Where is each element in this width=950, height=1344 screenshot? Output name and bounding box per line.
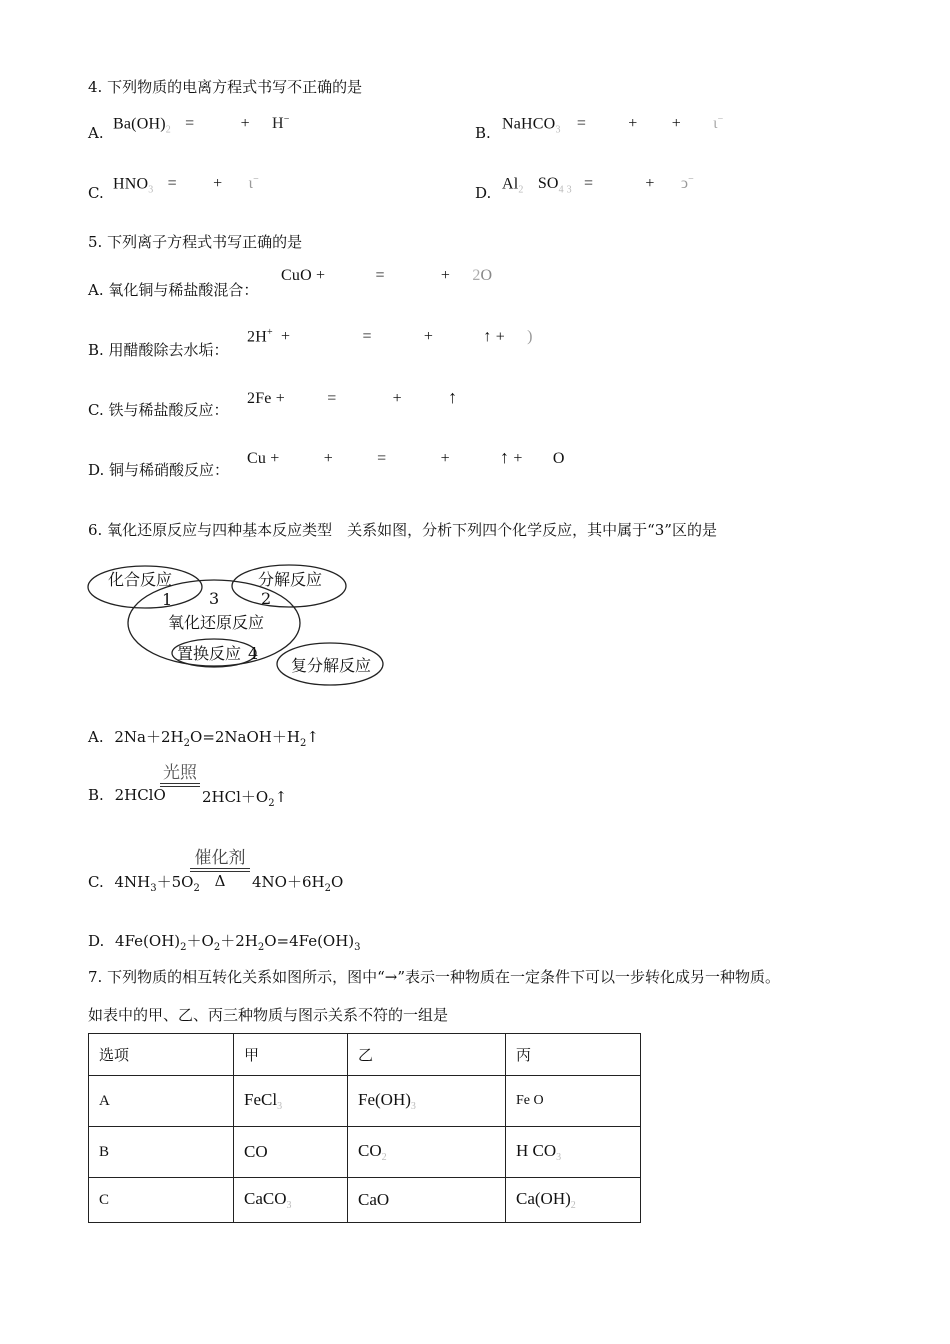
cell-bing: H $CO_3$ xyxy=(506,1127,641,1178)
q6-option-b: B. 2HClO xyxy=(88,786,166,804)
cell-option: A xyxy=(89,1076,234,1127)
q7-options-table xyxy=(88,1033,641,1223)
q6-option-d: D. $4Fe(OH)_2+O_2+2H_2O=4Fe(OH)_3$ xyxy=(88,932,361,953)
header-option: 选项 xyxy=(89,1034,234,1076)
cell-yi: CaO xyxy=(348,1178,506,1223)
cell-option: B xyxy=(89,1127,234,1178)
region-3: 3 xyxy=(209,589,220,608)
q4-option-a-label: A. xyxy=(88,124,104,142)
decomposition-label: 分解反应 xyxy=(258,570,323,589)
cell-bing: $Ca(OH)_2$ xyxy=(506,1178,641,1223)
q5-option-a-equation: CuO + = + 2O xyxy=(281,267,493,284)
q6-option-c-right: $4NO+6H_2O$ xyxy=(252,873,344,894)
cell-jia: CaCO$_3$ xyxy=(234,1178,348,1223)
cell-yi: $Fe(OH)_3$ xyxy=(348,1076,506,1127)
q5-option-c-text: C. 铁与稀盐酸反应： xyxy=(88,401,229,419)
q4-option-c-label: C. xyxy=(88,184,104,202)
cell-yi: $CO_2$ xyxy=(348,1127,506,1178)
header-yi: 乙 xyxy=(348,1034,506,1076)
q6-option-a: A. $2Na+2H_2O=2NaOH+H_2↑$ xyxy=(88,728,319,749)
q5-option-b-equation: 2H+ + = + ↑ + ) xyxy=(247,327,533,346)
header-jia: 甲 xyxy=(234,1034,348,1076)
q5-option-b-text: B. 用醋酸除去水垢： xyxy=(88,341,229,359)
reaction-type-diagram xyxy=(86,558,386,688)
combination-label: 化合反应 xyxy=(108,570,173,589)
q6-option-b-right: $2HCl+O_2↑$ xyxy=(202,788,288,809)
displacement-label: 置换反应 xyxy=(177,644,242,663)
q5-option-c-equation: 2Fe + = + ↑ xyxy=(247,387,458,407)
table-row xyxy=(89,1127,641,1178)
table-row xyxy=(89,1076,641,1127)
cell-jia: FeCl$_3$ xyxy=(234,1076,348,1127)
table-row xyxy=(89,1178,641,1223)
q4-stem: 4. 下列物质的电离方程式书写不正确的是 xyxy=(88,78,363,96)
cell-option: C xyxy=(89,1178,234,1223)
q6-option-c: C. $4NH_3+5O_2$ xyxy=(88,873,200,894)
q5-option-a-text: A. 氧化铜与稀盐酸混合： xyxy=(88,281,259,299)
region-2: 2 xyxy=(261,589,272,608)
q6-stem: 6. 氧化还原反应与四种基本反应类型 关系如图，分析下列四个化学反应，其中属于“3”区的是 xyxy=(88,521,717,539)
q7-stem-line2: 如表中的甲、乙、丙三种物质与图示关系不符的一组是 xyxy=(88,1006,449,1024)
q5-option-d-text: D. 铜与稀硝酸反应： xyxy=(88,461,230,479)
table-header-row xyxy=(89,1034,641,1076)
redox-label: 氧化还原反应 xyxy=(168,613,265,632)
q6-option-b-condition: 光照 xyxy=(160,758,200,787)
region-4: 4 xyxy=(248,644,259,663)
q4-option-a-formula: $Ba(OH)_2$ = + H− xyxy=(113,114,290,136)
q5-stem: 5. 下列离子方程式书写正确的是 xyxy=(88,233,303,251)
region-1: 1 xyxy=(162,590,173,609)
double-decomposition-label: 复分解反应 xyxy=(291,656,372,675)
q7-stem-line1: 7. 下列物质的相互转化关系如图所示，图中“→”表示一种物质在一定条件下可以一步转化成另一种物质。 xyxy=(88,968,780,986)
q6-option-c-condition: 催化剂 Δ xyxy=(190,843,250,890)
cell-jia: CO xyxy=(234,1127,348,1178)
q4-option-b-formula: NaHCO$_3$ = + + ι− xyxy=(502,114,724,136)
q4-option-d-label: D. xyxy=(475,184,492,202)
q4-option-d-formula: $Al_2$ $SO_{4 3}$ = + ↄ− xyxy=(502,174,695,196)
cell-bing: Fe O xyxy=(506,1076,641,1127)
header-bing: 丙 xyxy=(506,1034,641,1076)
q4-option-b-label: B. xyxy=(475,124,491,142)
q4-option-c-formula: $HNO_3$ = + ι− xyxy=(113,174,259,196)
q5-option-d-equation: Cu + + = + ↑ + O xyxy=(247,447,565,467)
